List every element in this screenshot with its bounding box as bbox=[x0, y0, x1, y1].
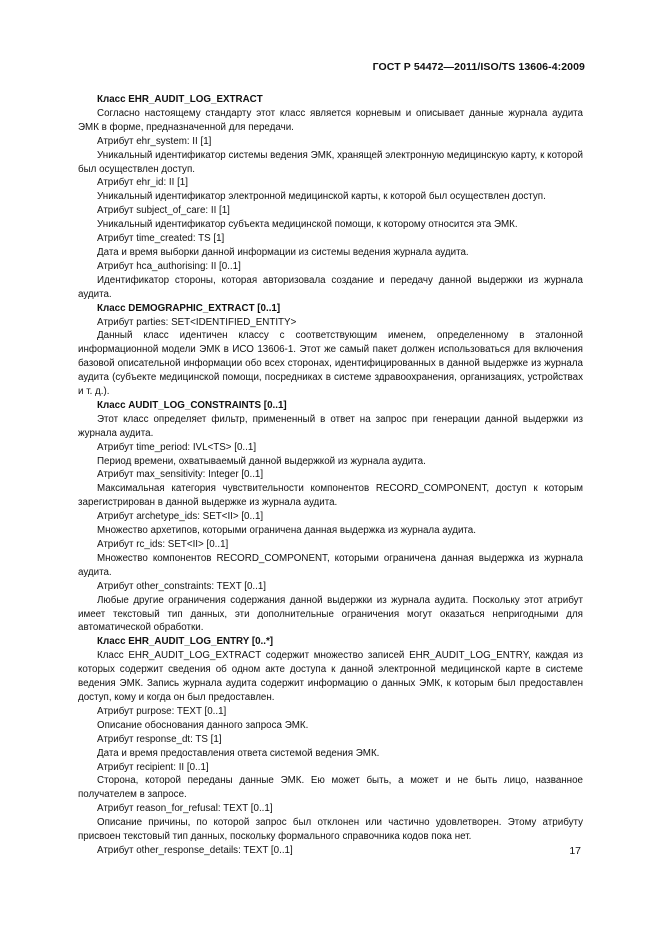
body-paragraph: Согласно настоящему стандарту этот класс является корневым и описывает данные журнала аудита ЭМК в форме, предназначенной для передачи. bbox=[78, 107, 583, 133]
body-paragraph: Атрибут recipient: II [0..1] bbox=[97, 761, 209, 773]
body-paragraph: Описание обоснования данного запроса ЭМК. bbox=[97, 719, 309, 731]
body-paragraph: Атрибут subject_of_care: II [1] bbox=[97, 205, 230, 217]
body-paragraph: Атрибут other_response_details: TEXT [0..1] bbox=[97, 844, 293, 856]
page-number: 17 bbox=[569, 845, 581, 857]
section-heading: Класс EHR_AUDIT_LOG_ENTRY [0..*] bbox=[97, 636, 274, 648]
body-paragraph: Атрибут rc_ids: SET<II> [0..1] bbox=[97, 539, 229, 550]
body-paragraph: Атрибут time_period: IVL<TS> [0..1] bbox=[97, 441, 257, 453]
body-paragraph: Данный класс идентичен классу с соответствующим именем, определенному в эталонной информационной модели ЭМК в ИСО 13606-1. Этот же самый пакет должен использоваться для включения базовой описательной информации обо всех сторонах, идентифицированных в данной выдержке из журнала аудита (субъекте медицинской помощи, посредниках в системе здравоохранения, организациях, устройствах и т. д.). bbox=[78, 330, 583, 398]
section-heading: Класс DEMOGRAPHIC_EXTRACT [0..1] bbox=[97, 302, 281, 314]
body-paragraph: Дата и время предоставления ответа системой ведения ЭМК. bbox=[97, 747, 380, 759]
body-paragraph: Атрибут ehr_system: II [1] bbox=[97, 135, 212, 147]
body-paragraph: Уникальный идентификатор субъекта медицинской помощи, к которому относится эта ЭМК. bbox=[97, 219, 518, 231]
section-heading: Класс AUDIT_LOG_CONSTRAINTS [0..1] bbox=[97, 399, 287, 411]
body-paragraph: Описание причины, по которой запрос был отклонен или частично удовлетворен. Этому атрибуту присвоен текстовый тип данных, поскольку формального справочника кодов пока нет. bbox=[78, 817, 583, 843]
document-code-header: ГОСТ Р 54472—2011/ISO/TS 13606-4:2009 bbox=[372, 61, 585, 73]
body-paragraph: Атрибут purpose: TEXT [0..1] bbox=[97, 705, 227, 717]
body-paragraph: Сторона, которой переданы данные ЭМК. Ею может быть, а может и не быть лицо, названное получателем в запросе. bbox=[78, 775, 583, 801]
body-paragraph: Период времени, охватываемый данной выдержкой из журнала аудита. bbox=[97, 455, 426, 467]
body-paragraph: Класс EHR_AUDIT_LOG_EXTRACT содержит множество записей EHR_AUDIT_LOG_ENTRY, каждая из которых содержит сведения об одном акте доступа к данной электронной медицинской карте в системе ведения ЭМК. Запись журнала аудита содержит информацию о данных ЭМК, к которым был предоставлен доступ, кому и когда он был предоставлен. bbox=[78, 650, 583, 703]
body-paragraph: Этот класс определяет фильтр, примененный в ответ на запрос при генерации данной выдержки из журнала аудита. bbox=[78, 413, 583, 439]
body-paragraph: Атрибут response_dt: TS [1] bbox=[97, 733, 222, 745]
body-paragraph: Уникальный идентификатор электронной медицинской карты, к которой был осуществлен доступ. bbox=[97, 191, 546, 203]
body-paragraph: Атрибут archetype_ids: SET<II> [0..1] bbox=[97, 511, 264, 523]
body-paragraph: Уникальный идентификатор системы ведения ЭМК, хранящей электронную медицинскую карту, к которой был осуществлен доступ. bbox=[78, 149, 583, 175]
page-content bbox=[78, 93, 583, 858]
body-paragraph: Атрибут hca_authorising: II [0..1] bbox=[97, 260, 241, 272]
body-paragraph: Множество компонентов RECORD_COMPONENT, которыми ограничена данная выдержка из журнала аудита. bbox=[78, 552, 583, 578]
section-heading: Класс EHR_AUDIT_LOG_EXTRACT bbox=[97, 94, 263, 105]
body-paragraph: Максимальная категория чувствительности компонентов RECORD_COMPONENT, доступ к которым зарегистрирован в данной выдержке из журнала аудита. bbox=[78, 483, 583, 509]
body-paragraph: Атрибут reason_for_refusal: TEXT [0..1] bbox=[97, 803, 273, 815]
body-paragraph: Атрибут ehr_id: II [1] bbox=[97, 177, 188, 189]
body-paragraph: Множество архетипов, которыми ограничена данная выдержка из журнала аудита. bbox=[97, 525, 476, 537]
body-paragraph: Дата и время выборки данной информации из системы ведения журнала аудита. bbox=[97, 246, 469, 258]
body-paragraph: Атрибут time_created: TS [1] bbox=[97, 233, 225, 245]
body-paragraph: Идентификатор стороны, которая авторизовала создание и передачу данной выдержки из журнала аудита. bbox=[78, 274, 583, 300]
body-paragraph: Атрибут parties: SET<IDENTIFIED_ENTITY> bbox=[97, 316, 297, 328]
body-paragraph: Любые другие ограничения содержания данной выдержки из журнала аудита. Поскольку этот атрибут имеет текстовый тип данных, эти дополнительные ограничения могут оказаться непригодными для автоматической обработки. bbox=[78, 594, 583, 634]
body-paragraph: Атрибут max_sensitivity: Integer [0..1] bbox=[97, 469, 264, 481]
body-paragraph: Атрибут other_constraints: TEXT [0..1] bbox=[97, 580, 267, 592]
